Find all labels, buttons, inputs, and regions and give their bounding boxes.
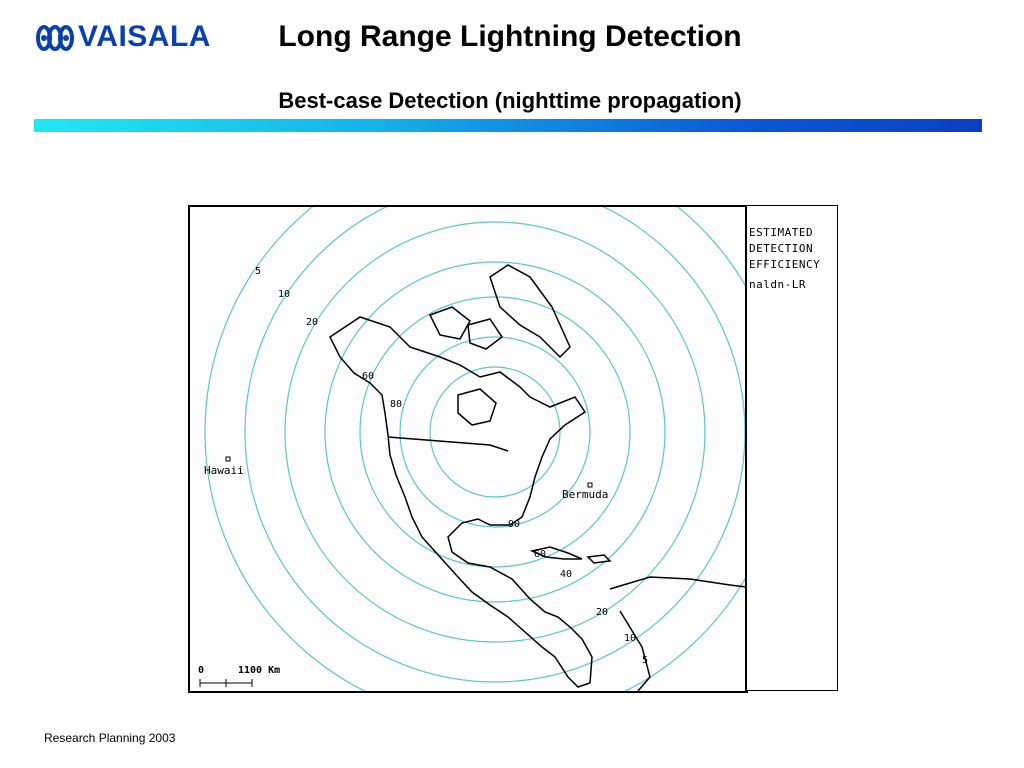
contour-90	[430, 367, 560, 497]
contour-label-5-north: 5	[255, 266, 262, 277]
hawaii-marker	[226, 457, 230, 461]
scale-bar-start-label: 0	[198, 665, 205, 676]
contour-label-80: 80	[390, 399, 403, 410]
logo-wordmark: VAISALA	[78, 20, 211, 53]
vaisala-emblem-icon	[34, 18, 76, 58]
legend-line-estimated: ESTIMATED	[749, 226, 814, 239]
page-subtitle: Best-case Detection (nighttime propagation)	[278, 88, 742, 113]
detection-efficiency-map	[188, 205, 748, 693]
south-america-west-coast	[620, 611, 650, 691]
hispaniola-outline	[588, 555, 610, 563]
legend-line-detection: DETECTION	[749, 242, 814, 255]
arctic-islands-2	[468, 319, 502, 349]
contour-label-90: 90	[508, 519, 521, 530]
contour-label-10-north: 10	[278, 289, 291, 300]
scale-bar-line	[200, 679, 252, 687]
contour-label-60-north: 60	[362, 371, 375, 382]
efficiency-contours	[205, 207, 746, 691]
contour-labels	[255, 266, 648, 666]
footer-text: Research Planning 2003	[44, 731, 176, 745]
us-canada-border	[388, 437, 508, 451]
bermuda-label: Bermuda	[562, 488, 609, 501]
contour-10	[245, 207, 745, 682]
contour-label-40: 40	[560, 569, 573, 580]
legend-line-efficiency: EFFICIENCY	[749, 258, 821, 271]
hawaii-label: Hawaii	[204, 464, 244, 477]
contour-label-20-south: 20	[596, 607, 609, 618]
south-america-coast	[610, 577, 746, 589]
scale-bar-end-label: 1100 Km	[238, 665, 281, 676]
hudson-bay	[458, 389, 496, 425]
map-canvas	[190, 207, 746, 691]
header-gradient-rule	[34, 119, 982, 132]
contour-label-10-south: 10	[624, 633, 637, 644]
contour-label-60-south: 60	[534, 549, 547, 560]
legend-line-network: naldn-LR	[749, 278, 806, 291]
coastlines	[330, 265, 746, 691]
contour-40	[325, 262, 665, 602]
contour-label-5-south: 5	[642, 655, 649, 666]
contour-label-20-north: 20	[306, 317, 319, 328]
legend-panel	[745, 205, 838, 691]
scale-bar	[198, 665, 280, 687]
bermuda-marker	[588, 483, 592, 487]
arctic-islands	[430, 307, 470, 339]
page-title: Long Range Lightning Detection	[278, 20, 742, 53]
